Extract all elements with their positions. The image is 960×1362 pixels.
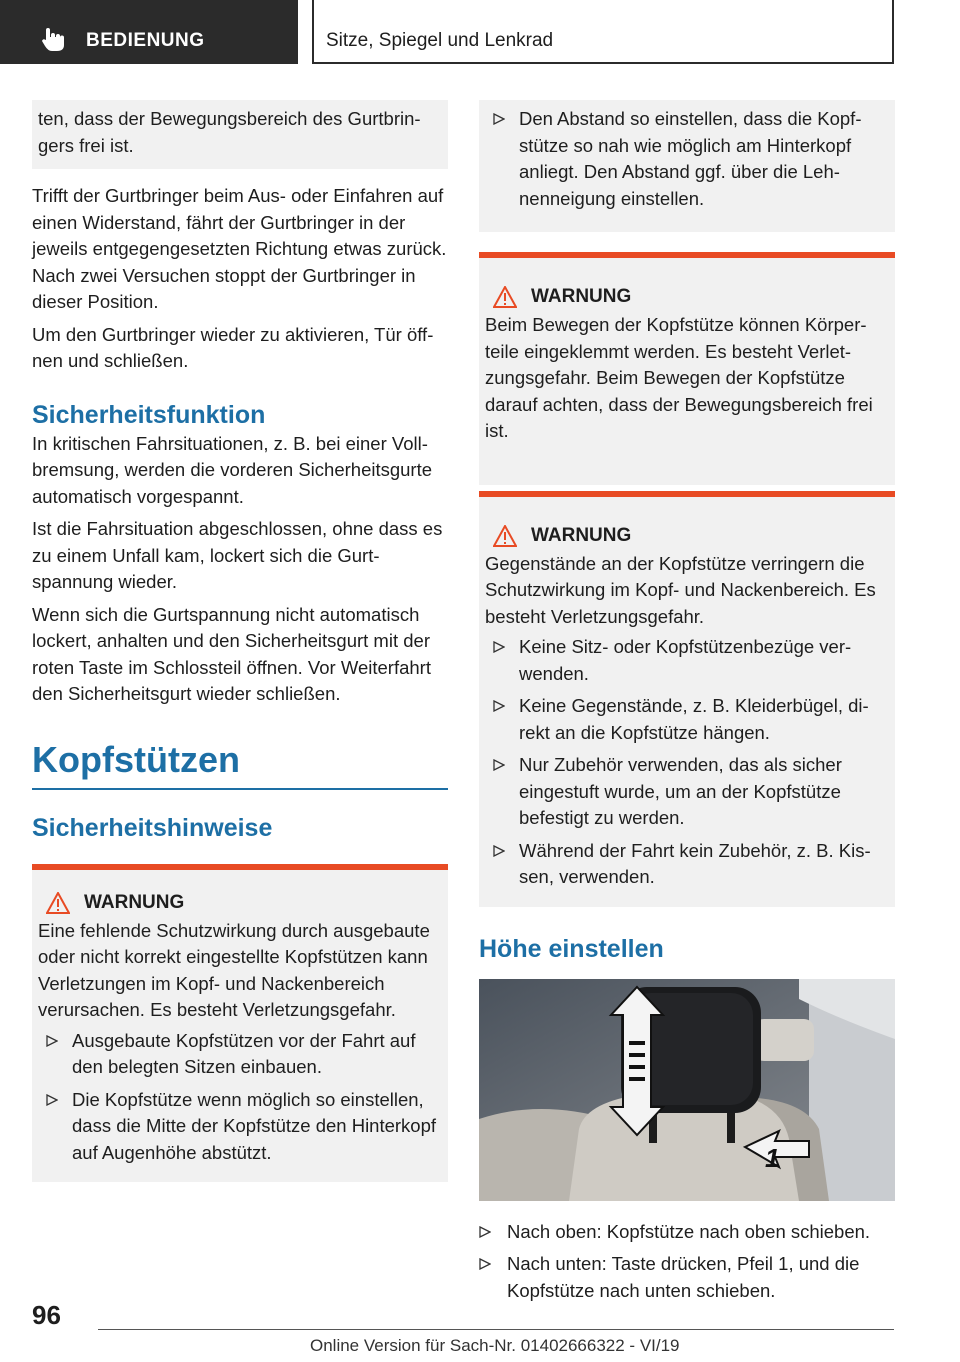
list-item: Keine Sitz- oder Kopfstützenbezüge verwenden.	[485, 634, 889, 687]
paragraph: Um den Gurtbringer wieder zu aktivieren, Tür öffnen und schließen.	[32, 323, 434, 371]
list-item: Während der Fahrt kein Zubehör, z. B. Kissen, verwenden.	[485, 838, 889, 891]
section-heading: Höhe einstellen	[479, 934, 664, 963]
page-title: Kopfstützen	[32, 738, 240, 780]
warning-icon	[493, 525, 517, 547]
warning-box	[479, 258, 895, 485]
footer-rule	[98, 1329, 894, 1330]
warning-icon	[46, 892, 70, 914]
warning-text: Beim Bewegen der Kopfstütze können Körperteile eingeklemmt werden. Es besteht Verletzungsgefahr. Beim Bewegen der Kopfstütze darauf achten, dass der Bewegungsbereich frei ist.	[485, 314, 873, 441]
figure-label: 1	[765, 1142, 780, 1173]
triangle-bullet-icon	[46, 1094, 58, 1106]
headrest-photo	[479, 979, 895, 1201]
list-item: Die Kopfstütze wenn möglich so einstellen, dass die Mitte der Kopfstütze den Hinterkopf auf Augenhöhe abstützt.	[38, 1087, 442, 1167]
paragraph: In kritischen Fahrsituationen, z. B. bei einer Vollbremsung, werden die vorderen Sicherheitsgurte automatisch vorgespannt.	[32, 432, 433, 507]
section-label: BEDIENUNG	[86, 30, 205, 51]
warning-list	[485, 634, 889, 891]
warning-list	[38, 1028, 442, 1167]
list-item: Nach unten: Taste drücken, Pfeil 1, und die Kopfstütze nach unten schieben.	[479, 1251, 895, 1304]
warning-label: WARNUNG	[84, 891, 185, 913]
section-heading: Sicherheitshinweise	[32, 813, 273, 842]
warning-text: Gegenstände an der Kopfstütze verringern die Schutzwirkung im Kopf- und Nackenbereich. Es besteht Verletzungsgefahr.	[485, 552, 876, 627]
warning-box	[32, 870, 448, 1183]
continued-text: ten, dass der Bewegungsbereich des Gurtbringers frei ist.	[38, 108, 421, 156]
warning-text: Eine fehlende Schutzwirkung durch ausgebaute oder nicht korrekt eingestellte Kopfstützen kann Verletzungen im Kopf- und Nackenbereich verursachen. Es besteht Verletzungsgefahr.	[38, 919, 430, 1020]
continued-box	[479, 100, 895, 232]
warning-icon	[493, 286, 517, 308]
triangle-bullet-icon	[493, 700, 505, 712]
footer-version: Online Version für Sach-Nr. 01402666322 - VI/19	[310, 1336, 680, 1355]
hand-pointer-icon	[40, 26, 66, 52]
section-tab	[0, 0, 298, 64]
left-column	[32, 100, 448, 1182]
page-number: 96	[32, 1300, 61, 1330]
list-item: Nur Zubehör verwenden, das als sicher eingestuft wurde, um an der Kopfstütze befestigt zu werden.	[485, 752, 889, 832]
warning-box	[479, 497, 895, 907]
section-heading: Sicherheitsfunktion	[32, 400, 266, 429]
warning-label: WARNUNG	[531, 286, 632, 307]
triangle-bullet-icon	[493, 759, 505, 771]
triangle-bullet-icon	[493, 845, 505, 857]
chapter-header	[312, 0, 894, 64]
warning-label: WARNUNG	[531, 524, 632, 546]
triangle-bullet-icon	[46, 1035, 58, 1047]
triangle-bullet-icon	[493, 641, 505, 653]
paragraph: Trifft der Gurtbringer beim Aus- oder Einfahren auf einen Widerstand, fährt der Gurtbringer in der jeweils entgegengesetzten Richtung etwas zurück. Nach zwei Versuchen stoppt der Gurtbringer in dieser Position.	[32, 185, 447, 312]
continued-warning-box	[32, 100, 448, 169]
paragraph: Ist die Fahrsituation abgeschlossen, ohne dass es zu einem Unfall kam, lockert sich die Gurtspannung wieder.	[32, 518, 443, 592]
list-item: Keine Gegenstände, z. B. Kleiderbügel, direkt an die Kopfstütze hängen.	[485, 693, 889, 746]
height-list	[479, 1219, 895, 1305]
triangle-bullet-icon	[479, 1226, 491, 1238]
paragraph: Wenn sich die Gurtspannung nicht automatisch lockert, anhalten und den Sicherheitsgurt mit der roten Taste im Schlossteil öffnen. Vor Weiterfahrt den Sicherheitsgurt wieder schließen.	[32, 603, 431, 704]
list-item: Nach oben: Kopfstütze nach oben schieben.	[479, 1219, 895, 1246]
triangle-bullet-icon	[493, 113, 505, 125]
right-column	[479, 100, 895, 1310]
chapter-title: Sitze, Spiegel und Lenkrad	[326, 30, 554, 51]
list-item: Ausgebaute Kopfstützen vor der Fahrt auf den belegten Sitzen einbauen.	[38, 1028, 442, 1081]
triangle-bullet-icon	[479, 1258, 491, 1270]
list-item: Den Abstand so einstellen, dass die Kopfstütze so nah wie möglich am Hinterkopf anliegt. Den Abstand ggf. über die Lehnenneigung einstellen.	[485, 106, 889, 212]
